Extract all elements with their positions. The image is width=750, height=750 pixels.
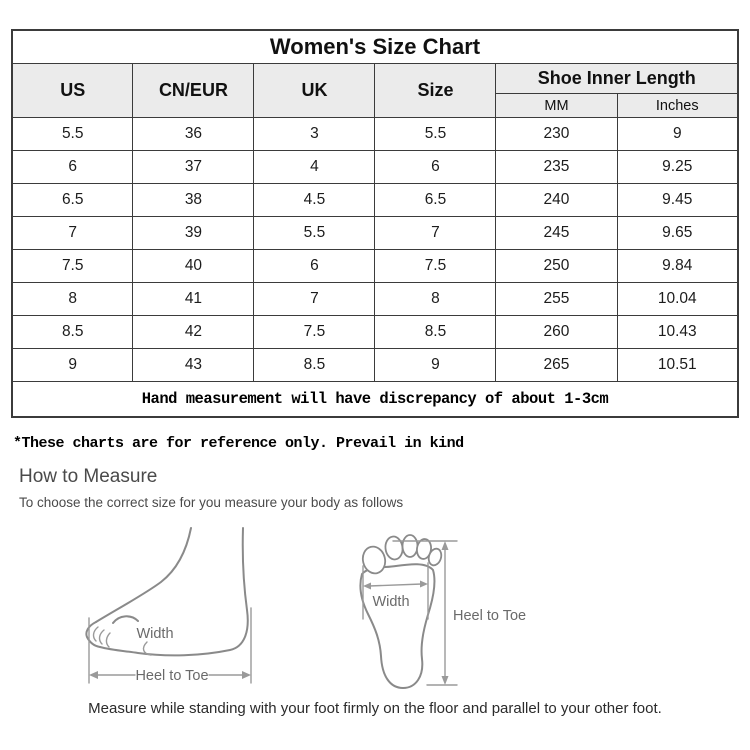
size-cell: 10.43 <box>617 316 738 349</box>
table-row <box>12 250 738 283</box>
how-to-measure-subtitle: To choose the correct size for you measure your body as follows <box>19 495 404 510</box>
size-cell: 6 <box>12 151 133 184</box>
table-row <box>12 184 738 217</box>
measurement-discrepancy-note: Hand measurement will have discrepancy of about 1-3cm <box>12 382 738 418</box>
table-row <box>12 151 738 184</box>
footprint-heel-to-toe-label: Heel to Toe <box>453 608 527 624</box>
table-row <box>12 316 738 349</box>
size-cell: 265 <box>496 349 617 382</box>
size-cell: 8.5 <box>375 316 496 349</box>
column-header-cneur: CN/EUR <box>133 64 254 118</box>
foot-side-view-diagram <box>83 520 368 698</box>
size-cell: 8 <box>375 283 496 316</box>
size-cell: 7.5 <box>12 250 133 283</box>
how-to-measure-heading: How to Measure <box>19 466 158 487</box>
column-header-mm: MM <box>496 94 617 118</box>
size-cell: 240 <box>496 184 617 217</box>
size-cell: 8.5 <box>254 349 375 382</box>
size-cell: 5.5 <box>254 217 375 250</box>
size-cell: 8.5 <box>12 316 133 349</box>
size-cell: 9.84 <box>617 250 738 283</box>
size-cell: 40 <box>133 250 254 283</box>
size-cell: 6.5 <box>375 184 496 217</box>
size-cell: 4.5 <box>254 184 375 217</box>
size-chart-title: Women's Size Chart <box>12 30 738 64</box>
size-cell: 5.5 <box>12 118 133 151</box>
size-cell: 7 <box>254 283 375 316</box>
side-view-heel-to-toe-label: Heel to Toe <box>135 668 209 684</box>
measuring-instruction-caption: Measure while standing with your foot firmly on the floor and parallel to your other foot. <box>88 700 662 717</box>
column-header-us: US <box>12 64 133 118</box>
size-cell: 6.5 <box>12 184 133 217</box>
size-cell: 36 <box>133 118 254 151</box>
footprint-diagram <box>340 516 555 698</box>
size-cell: 9.65 <box>617 217 738 250</box>
side-view-width-label: Width <box>136 626 174 642</box>
column-header-size: Size <box>375 64 496 118</box>
size-cell: 9.25 <box>617 151 738 184</box>
column-header-uk: UK <box>254 64 375 118</box>
reference-disclaimer: *These charts are for reference only. Prevail in kind <box>13 435 464 452</box>
size-cell: 235 <box>496 151 617 184</box>
size-cell: 7 <box>375 217 496 250</box>
size-cell: 39 <box>133 217 254 250</box>
size-cell: 7.5 <box>375 250 496 283</box>
table-row <box>12 349 738 382</box>
table-note-row <box>12 382 738 418</box>
size-cell: 9 <box>375 349 496 382</box>
size-cell: 8 <box>12 283 133 316</box>
table-row <box>12 283 738 316</box>
size-cell: 10.04 <box>617 283 738 316</box>
table-row <box>12 118 738 151</box>
column-header-shoe-inner-length: Shoe Inner Length <box>496 64 738 94</box>
size-cell: 5.5 <box>375 118 496 151</box>
size-cell: 255 <box>496 283 617 316</box>
size-cell: 230 <box>496 118 617 151</box>
table-row <box>12 217 738 250</box>
size-cell: 260 <box>496 316 617 349</box>
size-cell: 6 <box>254 250 375 283</box>
size-cell: 245 <box>496 217 617 250</box>
column-header-inches: Inches <box>617 94 738 118</box>
size-cell: 6 <box>375 151 496 184</box>
size-cell: 9.45 <box>617 184 738 217</box>
size-cell: 9 <box>617 118 738 151</box>
size-cell: 7.5 <box>254 316 375 349</box>
size-cell: 43 <box>133 349 254 382</box>
size-cell: 4 <box>254 151 375 184</box>
size-cell: 37 <box>133 151 254 184</box>
size-cell: 250 <box>496 250 617 283</box>
size-chart-table <box>11 29 739 418</box>
table-title-row <box>12 30 738 64</box>
footprint-width-label: Width <box>372 594 410 610</box>
size-cell: 41 <box>133 283 254 316</box>
size-cell: 42 <box>133 316 254 349</box>
size-cell: 38 <box>133 184 254 217</box>
size-cell: 3 <box>254 118 375 151</box>
table-header-row <box>12 64 738 94</box>
size-cell: 9 <box>12 349 133 382</box>
size-cell: 7 <box>12 217 133 250</box>
size-cell: 10.51 <box>617 349 738 382</box>
